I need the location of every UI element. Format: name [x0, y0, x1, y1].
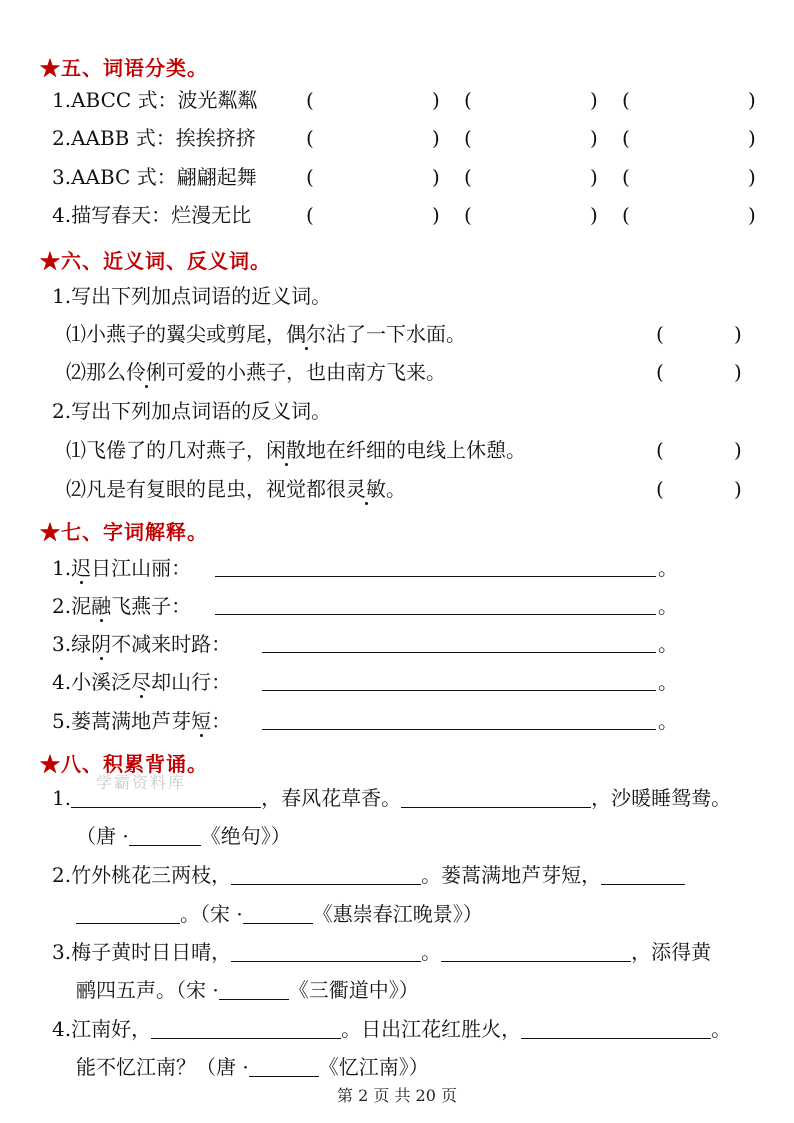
answer-bracket-open: ( — [464, 203, 472, 227]
answer-line[interactable] — [215, 558, 656, 577]
section-7-title: ★七、字词解释。 — [40, 520, 208, 544]
answer-line[interactable] — [262, 711, 656, 730]
dotted-char: 迟 — [71, 556, 92, 580]
answer-bracket-close: ) — [432, 88, 440, 112]
answer-bracket-close: ) — [432, 203, 440, 227]
answer-bracket-close: ) — [590, 165, 598, 189]
section-8-title: ★八、积累背诵。 — [40, 752, 208, 776]
answer-bracket-close: ) — [734, 322, 742, 346]
recite-item-1: 1. ，春风花草香。 ，沙暖睡鸳鸯。 — [52, 786, 732, 810]
answer-line[interactable] — [262, 672, 656, 691]
fill-blank[interactable] — [601, 866, 685, 885]
answer-bracket-close: ) — [748, 165, 756, 189]
answer-bracket-open: ( — [306, 88, 314, 112]
dotted-char: 融 — [91, 594, 112, 618]
dotted-word: 伶俐 — [126, 360, 166, 384]
page-footer: 第 2 页 共 20 页 — [337, 1086, 457, 1105]
answer-bracket-close: ) — [734, 360, 742, 384]
answer-bracket-open: ( — [656, 322, 664, 346]
answer-bracket-open: ( — [656, 438, 664, 462]
answer-bracket-open: ( — [656, 360, 664, 384]
fill-blank[interactable] — [151, 1020, 341, 1039]
synonym-instruction: 1.写出下列加点词语的近义词。 — [52, 284, 332, 308]
recite-item-4: 4.江南好， 。日出江花红胜火， 。 — [52, 1017, 732, 1041]
answer-line[interactable] — [215, 596, 656, 615]
dotted-word: 灵敏 — [346, 477, 386, 501]
answer-bracket-close: ) — [748, 88, 756, 112]
author-blank[interactable] — [249, 1058, 319, 1077]
fill-blank[interactable] — [76, 905, 180, 924]
answer-bracket-open: ( — [622, 203, 630, 227]
dotted-char: 尽 — [131, 670, 152, 694]
answer-bracket-open: ( — [464, 88, 472, 112]
answer-bracket-close: ) — [734, 477, 742, 501]
recite-item-3-line2: 鹂四五声。（宋 · 《三衢道中》） — [76, 978, 419, 1002]
fill-blank[interactable] — [521, 1020, 711, 1039]
antonym-instruction: 2.写出下列加点词语的反义词。 — [52, 399, 332, 423]
answer-bracket-open: ( — [464, 126, 472, 150]
answer-bracket-close: ) — [590, 126, 598, 150]
classify-row-label: 3.AABC 式：翩翩起舞 — [52, 165, 257, 189]
answer-bracket-close: ) — [590, 88, 598, 112]
fill-blank[interactable] — [231, 943, 421, 962]
author-blank[interactable] — [243, 905, 313, 924]
explain-item: 3.绿阴不减来时路： 。 — [52, 632, 678, 656]
answer-bracket-open: ( — [306, 203, 314, 227]
recite-item-4-line2: 能不忆江南？（唐 · 《忆江南》） — [76, 1055, 429, 1079]
dotted-char: 短 — [191, 709, 212, 733]
dotted-word: 闲散 — [266, 438, 306, 462]
recite-item-1-source: （唐 · 《绝句》） — [76, 824, 291, 848]
explain-item: 1.迟日江山丽： 。 — [52, 556, 678, 580]
antonym-question-1: ⑴飞倦了的几对燕子，闲散地在纤细的电线上休憩。 — [66, 438, 526, 462]
answer-bracket-close: ) — [734, 438, 742, 462]
answer-bracket-open: ( — [306, 165, 314, 189]
dotted-word: 偶尔 — [286, 322, 326, 346]
recite-item-2-line2: 。（宋 · 《惠崇春江晚景》） — [76, 904, 483, 924]
explain-item: 4.小溪泛尽却山行： 。 — [52, 670, 678, 694]
recite-item-3: 3.梅子黄时日日晴， 。 ，添得黄 — [52, 940, 712, 964]
author-blank[interactable] — [129, 827, 201, 846]
author-blank[interactable] — [219, 981, 289, 1000]
answer-bracket-close: ) — [748, 126, 756, 150]
classify-row-label: 4.描写春天：烂漫无比 — [52, 203, 252, 227]
section-6-title: ★六、近义词、反义词。 — [40, 249, 271, 273]
explain-item: 2.泥融飞燕子： 。 — [52, 594, 678, 618]
fill-blank[interactable] — [231, 866, 421, 885]
answer-bracket-close: ) — [748, 203, 756, 227]
synonym-question-2: ⑵那么伶俐可爱的小燕子，也由南方飞来。 — [66, 360, 446, 384]
answer-line[interactable] — [262, 634, 656, 653]
answer-bracket-open: ( — [622, 165, 630, 189]
answer-bracket-open: ( — [622, 126, 630, 150]
watermark: 学霸资料库 — [96, 773, 187, 792]
answer-bracket-open: ( — [622, 88, 630, 112]
synonym-question-1: ⑴小燕子的翼尖或剪尾，偶尔沾了一下水面。 — [66, 322, 466, 346]
fill-blank[interactable] — [401, 789, 591, 808]
classify-row-label: 2.AABB 式：挨挨挤挤 — [52, 126, 256, 150]
fill-blank[interactable] — [71, 789, 261, 808]
answer-bracket-close: ) — [590, 203, 598, 227]
answer-bracket-open: ( — [306, 126, 314, 150]
antonym-question-2: ⑵凡是有复眼的昆虫，视觉都很灵敏。 — [66, 477, 406, 501]
answer-bracket-close: ) — [432, 126, 440, 150]
fill-blank[interactable] — [441, 943, 631, 962]
classify-row-label: 1.ABCC 式：波光粼粼 — [52, 88, 258, 112]
answer-bracket-close: ) — [432, 165, 440, 189]
recite-item-2: 2.竹外桃花三两枝， 。蒌蒿满地芦芽短， — [52, 865, 685, 885]
explain-item: 5.蒌蒿满地芦芽短： 。 — [52, 709, 678, 733]
answer-bracket-open: ( — [464, 165, 472, 189]
section-5-title: ★五、词语分类。 — [40, 56, 208, 80]
dotted-char: 阴 — [91, 632, 112, 656]
answer-bracket-open: ( — [656, 477, 664, 501]
